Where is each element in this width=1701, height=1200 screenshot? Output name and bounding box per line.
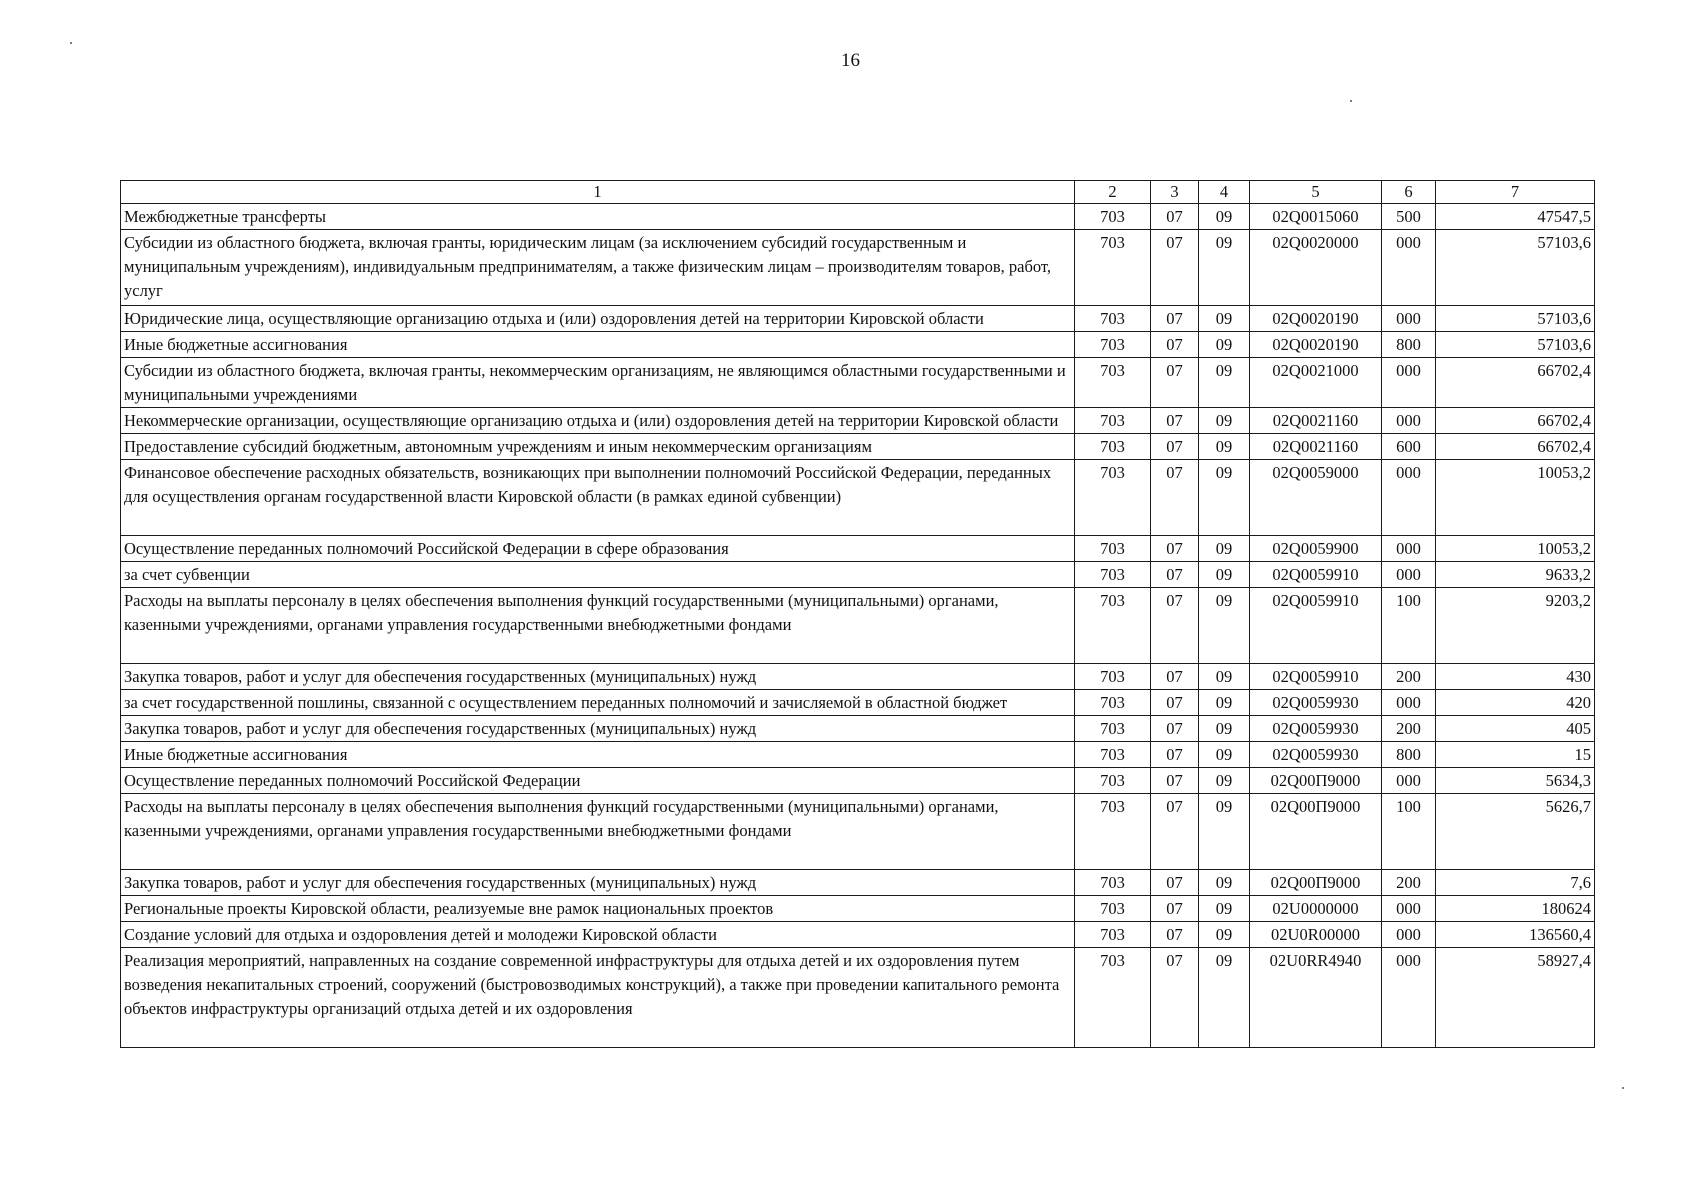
row-sum: 180624 <box>1436 896 1595 922</box>
row-sum: 7,6 <box>1436 870 1595 896</box>
row-csr: 02Q0059930 <box>1250 716 1382 742</box>
row-pr: 09 <box>1199 306 1250 332</box>
row-rz: 07 <box>1151 716 1199 742</box>
row-csr: 02Q0020190 <box>1250 306 1382 332</box>
table-row <box>121 204 1595 230</box>
row-rz: 07 <box>1151 358 1199 408</box>
row-pr: 09 <box>1199 922 1250 948</box>
row-name: Субсидии из областного бюджета, включая гранты, некоммерческим организациям, не являющимся областными государственными и муниципальными учреждениями <box>121 358 1075 408</box>
row-pr: 09 <box>1199 870 1250 896</box>
header-col-5: 5 <box>1250 181 1382 204</box>
table-row <box>121 306 1595 332</box>
row-rz: 07 <box>1151 794 1199 870</box>
row-name: Некоммерческие организации, осуществляющие организацию отдыха и (или) оздоровления детей на территории Кировской области <box>121 408 1075 434</box>
row-vr: 100 <box>1382 588 1436 664</box>
row-name: Расходы на выплаты персоналу в целях обеспечения выполнения функций государственными (муниципальными) органами, казенными учреждениями, органами управления государственными внебюджетными фондами <box>121 588 1075 664</box>
row-pr: 09 <box>1199 716 1250 742</box>
row-csr: 02Q0059900 <box>1250 536 1382 562</box>
row-sum: 405 <box>1436 716 1595 742</box>
scan-speck <box>1350 100 1352 102</box>
row-pr: 09 <box>1199 588 1250 664</box>
row-ved: 703 <box>1075 794 1151 870</box>
row-name: Финансовое обеспечение расходных обязательств, возникающих при выполнении полномочий Российской Федерации, переданных для осуществления органам государственной власти Кировской области (в рамках единой субвенции) <box>121 460 1075 536</box>
row-vr: 800 <box>1382 332 1436 358</box>
table-row <box>121 332 1595 358</box>
header-col-7: 7 <box>1436 181 1595 204</box>
row-rz: 07 <box>1151 306 1199 332</box>
row-vr: 800 <box>1382 742 1436 768</box>
row-ved: 703 <box>1075 870 1151 896</box>
row-ved: 703 <box>1075 358 1151 408</box>
row-vr: 000 <box>1382 358 1436 408</box>
row-pr: 09 <box>1199 562 1250 588</box>
row-csr: 02Q0059930 <box>1250 690 1382 716</box>
row-name: Иные бюджетные ассигнования <box>121 742 1075 768</box>
row-csr: 02Q0059910 <box>1250 588 1382 664</box>
row-ved: 703 <box>1075 562 1151 588</box>
row-pr: 09 <box>1199 948 1250 1048</box>
row-vr: 000 <box>1382 690 1436 716</box>
row-csr: 02Q0059930 <box>1250 742 1382 768</box>
row-vr: 000 <box>1382 460 1436 536</box>
row-sum: 10053,2 <box>1436 536 1595 562</box>
row-sum: 57103,6 <box>1436 332 1595 358</box>
row-vr: 000 <box>1382 306 1436 332</box>
row-csr: 02Q00П9000 <box>1250 870 1382 896</box>
row-sum: 9203,2 <box>1436 588 1595 664</box>
row-vr: 600 <box>1382 434 1436 460</box>
scan-speck <box>70 42 72 44</box>
row-vr: 200 <box>1382 664 1436 690</box>
row-rz: 07 <box>1151 922 1199 948</box>
row-vr: 000 <box>1382 768 1436 794</box>
row-vr: 000 <box>1382 922 1436 948</box>
row-name: Закупка товаров, работ и услуг для обеспечения государственных (муниципальных) нужд <box>121 664 1075 690</box>
row-pr: 09 <box>1199 536 1250 562</box>
page-number: 16 <box>841 50 860 71</box>
row-rz: 07 <box>1151 742 1199 768</box>
row-name: Региональные проекты Кировской области, реализуемые вне рамок национальных проектов <box>121 896 1075 922</box>
row-ved: 703 <box>1075 768 1151 794</box>
table-row <box>121 562 1595 588</box>
row-sum: 5626,7 <box>1436 794 1595 870</box>
row-pr: 09 <box>1199 204 1250 230</box>
row-ved: 703 <box>1075 230 1151 306</box>
table-row <box>121 742 1595 768</box>
table-row <box>121 434 1595 460</box>
row-name: Субсидии из областного бюджета, включая гранты, юридическим лицам (за исключением субсидий государственным и муниципальным учреждениям), индивидуальным предпринимателям, а также физическим лицам – производителям товаров, работ, услуг <box>121 230 1075 306</box>
row-ved: 703 <box>1075 460 1151 536</box>
row-vr: 000 <box>1382 408 1436 434</box>
header-col-1: 1 <box>121 181 1075 204</box>
row-name: Реализация мероприятий, направленных на создание современной инфраструктуры для отдыха детей и их оздоровления путем возведения некапитальных строений, сооружений (быстровозводимых конструкций), а также при проведении капитального ремонта объектов инфраструктуры организаций отдыха детей и их оздоровления <box>121 948 1075 1048</box>
row-sum: 10053,2 <box>1436 460 1595 536</box>
row-csr: 02Q0020000 <box>1250 230 1382 306</box>
row-rz: 07 <box>1151 434 1199 460</box>
row-sum: 5634,3 <box>1436 768 1595 794</box>
row-name: Закупка товаров, работ и услуг для обеспечения государственных (муниципальных) нужд <box>121 870 1075 896</box>
row-name: Расходы на выплаты персоналу в целях обеспечения выполнения функций государственными (муниципальными) органами, казенными учреждениями, органами управления государственными внебюджетными фондами <box>121 794 1075 870</box>
row-ved: 703 <box>1075 306 1151 332</box>
row-vr: 000 <box>1382 896 1436 922</box>
row-pr: 09 <box>1199 794 1250 870</box>
table-row <box>121 408 1595 434</box>
header-col-2: 2 <box>1075 181 1151 204</box>
table-row <box>121 664 1595 690</box>
row-name: Закупка товаров, работ и услуг для обеспечения государственных (муниципальных) нужд <box>121 716 1075 742</box>
row-sum: 9633,2 <box>1436 562 1595 588</box>
row-pr: 09 <box>1199 230 1250 306</box>
row-csr: 02Q0021160 <box>1250 408 1382 434</box>
row-sum: 57103,6 <box>1436 306 1595 332</box>
row-csr: 02Q0059000 <box>1250 460 1382 536</box>
row-ved: 703 <box>1075 408 1151 434</box>
row-pr: 09 <box>1199 896 1250 922</box>
row-ved: 703 <box>1075 536 1151 562</box>
row-sum: 47547,5 <box>1436 204 1595 230</box>
table-row <box>121 768 1595 794</box>
header-col-3: 3 <box>1151 181 1199 204</box>
row-vr: 000 <box>1382 948 1436 1048</box>
row-vr: 000 <box>1382 536 1436 562</box>
row-csr: 02Q0020190 <box>1250 332 1382 358</box>
row-rz: 07 <box>1151 536 1199 562</box>
row-rz: 07 <box>1151 408 1199 434</box>
row-csr: 02U0R00000 <box>1250 922 1382 948</box>
table-row <box>121 870 1595 896</box>
row-rz: 07 <box>1151 690 1199 716</box>
row-vr: 200 <box>1382 870 1436 896</box>
table-row <box>121 690 1595 716</box>
row-ved: 703 <box>1075 434 1151 460</box>
row-ved: 703 <box>1075 664 1151 690</box>
row-sum: 15 <box>1436 742 1595 768</box>
header-col-4: 4 <box>1199 181 1250 204</box>
row-sum: 58927,4 <box>1436 948 1595 1048</box>
row-pr: 09 <box>1199 768 1250 794</box>
row-ved: 703 <box>1075 922 1151 948</box>
row-csr: 02Q0059910 <box>1250 562 1382 588</box>
table-body <box>121 204 1595 1048</box>
row-name: Осуществление переданных полномочий Российской Федерации в сфере образования <box>121 536 1075 562</box>
row-ved: 703 <box>1075 716 1151 742</box>
row-pr: 09 <box>1199 664 1250 690</box>
row-rz: 07 <box>1151 562 1199 588</box>
row-rz: 07 <box>1151 768 1199 794</box>
row-rz: 07 <box>1151 664 1199 690</box>
row-pr: 09 <box>1199 742 1250 768</box>
row-ved: 703 <box>1075 204 1151 230</box>
row-rz: 07 <box>1151 948 1199 1048</box>
row-csr: 02Q00П9000 <box>1250 768 1382 794</box>
row-vr: 100 <box>1382 794 1436 870</box>
row-pr: 09 <box>1199 408 1250 434</box>
row-csr: 02Q0021000 <box>1250 358 1382 408</box>
row-rz: 07 <box>1151 896 1199 922</box>
row-rz: 07 <box>1151 460 1199 536</box>
table-row <box>121 588 1595 664</box>
row-ved: 703 <box>1075 588 1151 664</box>
row-vr: 000 <box>1382 562 1436 588</box>
table-row <box>121 948 1595 1048</box>
row-csr: 02Q0015060 <box>1250 204 1382 230</box>
row-sum: 66702,4 <box>1436 408 1595 434</box>
row-pr: 09 <box>1199 332 1250 358</box>
row-pr: 09 <box>1199 460 1250 536</box>
row-csr: 02Q00П9000 <box>1250 794 1382 870</box>
scan-speck <box>1622 1087 1624 1089</box>
row-rz: 07 <box>1151 204 1199 230</box>
row-ved: 703 <box>1075 742 1151 768</box>
row-name: Осуществление переданных полномочий Российской Федерации <box>121 768 1075 794</box>
row-name: за счет государственной пошлины, связанной с осуществлением переданных полномочий и зачисляемой в областной бюджет <box>121 690 1075 716</box>
row-vr: 000 <box>1382 230 1436 306</box>
row-vr: 500 <box>1382 204 1436 230</box>
row-ved: 703 <box>1075 948 1151 1048</box>
row-ved: 703 <box>1075 896 1151 922</box>
row-csr: 02U0000000 <box>1250 896 1382 922</box>
table-row <box>121 794 1595 870</box>
row-name: Предоставление субсидий бюджетным, автономным учреждениям и иным некоммерческим организациям <box>121 434 1075 460</box>
row-sum: 66702,4 <box>1436 358 1595 408</box>
row-ved: 703 <box>1075 690 1151 716</box>
budget-table <box>120 180 1595 1048</box>
row-name: Межбюджетные трансферты <box>121 204 1075 230</box>
row-csr: 02Q0059910 <box>1250 664 1382 690</box>
row-vr: 200 <box>1382 716 1436 742</box>
row-csr: 02U0RR4940 <box>1250 948 1382 1048</box>
row-sum: 420 <box>1436 690 1595 716</box>
row-rz: 07 <box>1151 870 1199 896</box>
table-row <box>121 230 1595 306</box>
row-name: Иные бюджетные ассигнования <box>121 332 1075 358</box>
row-sum: 430 <box>1436 664 1595 690</box>
row-sum: 136560,4 <box>1436 922 1595 948</box>
row-name: Юридические лица, осуществляющие организацию отдыха и (или) оздоровления детей на территории Кировской области <box>121 306 1075 332</box>
table-header <box>121 181 1595 204</box>
table-row <box>121 536 1595 562</box>
table-row <box>121 358 1595 408</box>
row-pr: 09 <box>1199 434 1250 460</box>
header-col-6: 6 <box>1382 181 1436 204</box>
row-name: Создание условий для отдыха и оздоровления детей и молодежи Кировской области <box>121 922 1075 948</box>
table-row <box>121 460 1595 536</box>
row-csr: 02Q0021160 <box>1250 434 1382 460</box>
row-name: за счет субвенции <box>121 562 1075 588</box>
row-sum: 57103,6 <box>1436 230 1595 306</box>
header-row <box>121 181 1595 204</box>
row-ved: 703 <box>1075 332 1151 358</box>
row-rz: 07 <box>1151 332 1199 358</box>
row-pr: 09 <box>1199 690 1250 716</box>
row-sum: 66702,4 <box>1436 434 1595 460</box>
table-row <box>121 896 1595 922</box>
row-pr: 09 <box>1199 358 1250 408</box>
table-row <box>121 922 1595 948</box>
row-rz: 07 <box>1151 230 1199 306</box>
table-row <box>121 716 1595 742</box>
row-rz: 07 <box>1151 588 1199 664</box>
